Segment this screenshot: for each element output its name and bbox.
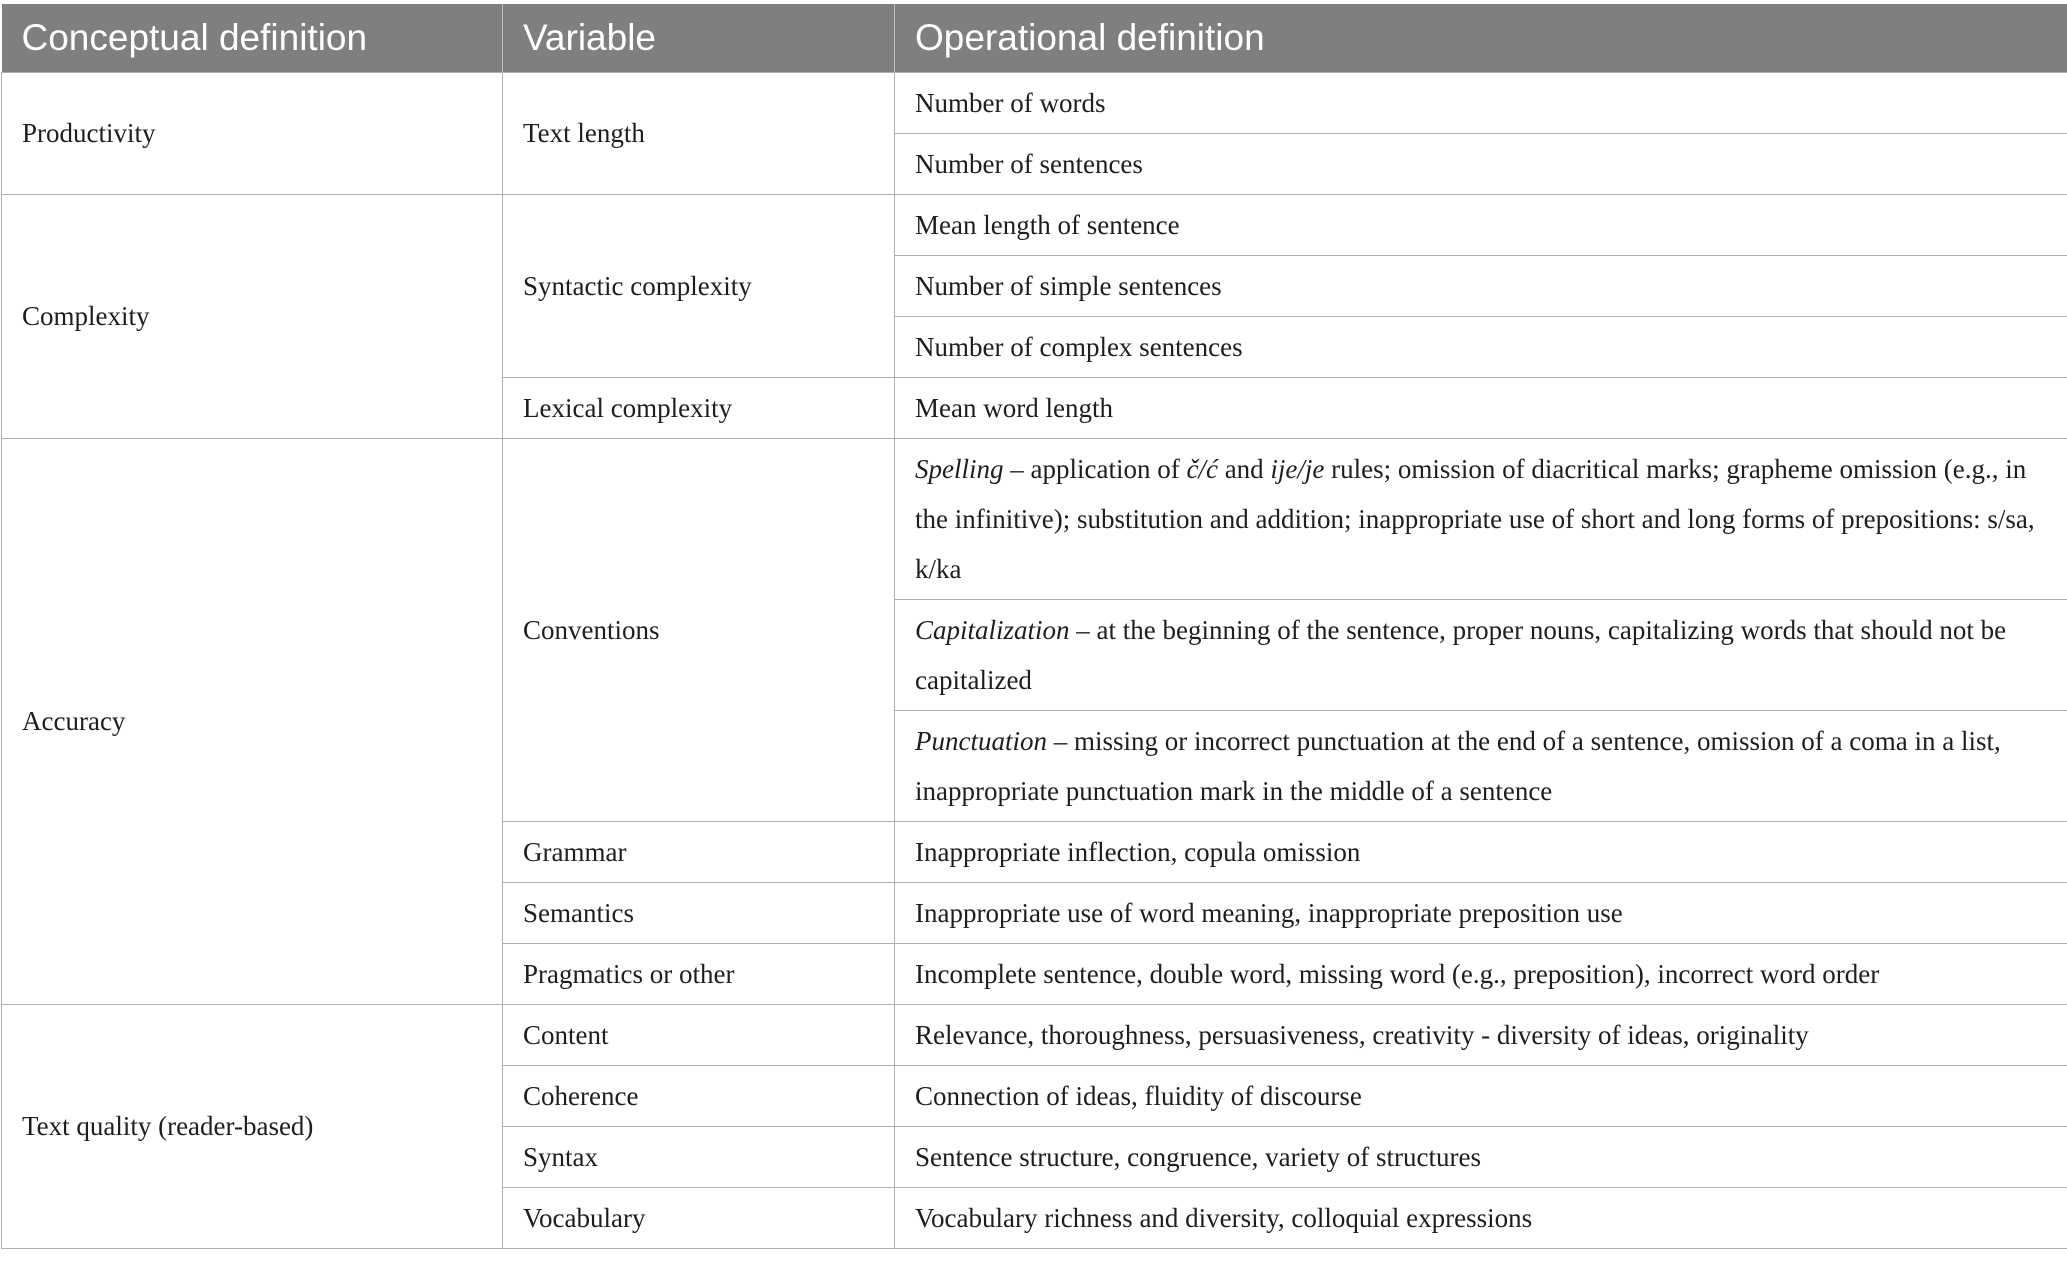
table-row: [2, 1004, 2067, 1065]
operational-punctuation: [895, 710, 2067, 821]
table-header: [2, 4, 2067, 72]
spelling-term: Spelling: [915, 453, 1004, 484]
variable-coherence: Coherence: [503, 1065, 895, 1126]
operational-syntax: Sentence structure, congruence, variety of structures: [895, 1126, 2067, 1187]
spelling-text-c: rules; omission of diacritical marks; grapheme omission (e.g., in the infinitive); substitution and addition; inappropriate use of short and long forms of prepositions: s/sa, k/ka: [915, 453, 2035, 584]
operational-number-of-sentences: Number of sentences: [895, 133, 2067, 194]
variable-syntactic-complexity: Syntactic complexity: [503, 194, 895, 377]
table-body: [2, 72, 2067, 1248]
punctuation-term: Punctuation: [915, 725, 1047, 756]
definitions-table: [1, 4, 2067, 1249]
operational-coherence: Connection of ideas, fluidity of discourse: [895, 1065, 2067, 1126]
variable-grammar: Grammar: [503, 821, 895, 882]
operational-capitalization: [895, 599, 2067, 710]
variable-semantics: Semantics: [503, 882, 895, 943]
operational-mean-length-of-sentence: Mean length of sentence: [895, 194, 2067, 255]
operational-number-of-simple-sentences: Number of simple sentences: [895, 255, 2067, 316]
concept-complexity: Complexity: [2, 194, 503, 438]
operational-number-of-complex-sentences: Number of complex sentences: [895, 316, 2067, 377]
operational-semantics: Inappropriate use of word meaning, inappropriate preposition use: [895, 882, 2067, 943]
header-variable: Variable: [503, 4, 895, 72]
header-conceptual-definition: Conceptual definition: [2, 4, 503, 72]
spelling-text-a: – application of: [1003, 453, 1187, 484]
spelling-ije: ije/je: [1270, 453, 1325, 484]
variable-syntax: Syntax: [503, 1126, 895, 1187]
operational-spelling: [895, 438, 2067, 599]
variable-vocabulary: Vocabulary: [503, 1187, 895, 1248]
operational-mean-word-length: Mean word length: [895, 377, 2067, 438]
operational-grammar: Inappropriate inflection, copula omission: [895, 821, 2067, 882]
header-operational-definition: Operational definition: [895, 4, 2067, 72]
concept-text-quality: Text quality (reader-based): [2, 1004, 503, 1248]
header-row: [2, 4, 2067, 72]
variable-pragmatics: Pragmatics or other: [503, 943, 895, 1004]
operational-vocabulary: Vocabulary richness and diversity, colloquial expressions: [895, 1187, 2067, 1248]
capitalization-term: Capitalization: [915, 614, 1070, 645]
table-row: [2, 438, 2067, 599]
variable-content: Content: [503, 1004, 895, 1065]
concept-productivity: Productivity: [2, 72, 503, 194]
variable-conventions: Conventions: [503, 438, 895, 821]
spelling-text-b: and: [1217, 453, 1271, 484]
spelling-cc: č/ć: [1186, 453, 1218, 484]
operational-pragmatics: Incomplete sentence, double word, missing word (e.g., preposition), incorrect word order: [895, 943, 2067, 1004]
variable-lexical-complexity: Lexical complexity: [503, 377, 895, 438]
table-row: [2, 194, 2067, 255]
capitalization-text: – at the beginning of the sentence, proper nouns, capitalizing words that should not be capitalized: [915, 614, 2007, 695]
table-row: [2, 72, 2067, 133]
concept-accuracy: Accuracy: [2, 438, 503, 1004]
operational-content: Relevance, thoroughness, persuasiveness, creativity - diversity of ideas, originality: [895, 1004, 2067, 1065]
punctuation-text: – missing or incorrect punctuation at the end of a sentence, omission of a coma in a list, inappropriate punctuation mark in the middle of a sentence: [915, 725, 2001, 806]
variable-text-length: Text length: [503, 72, 895, 194]
operational-number-of-words: Number of words: [895, 72, 2067, 133]
